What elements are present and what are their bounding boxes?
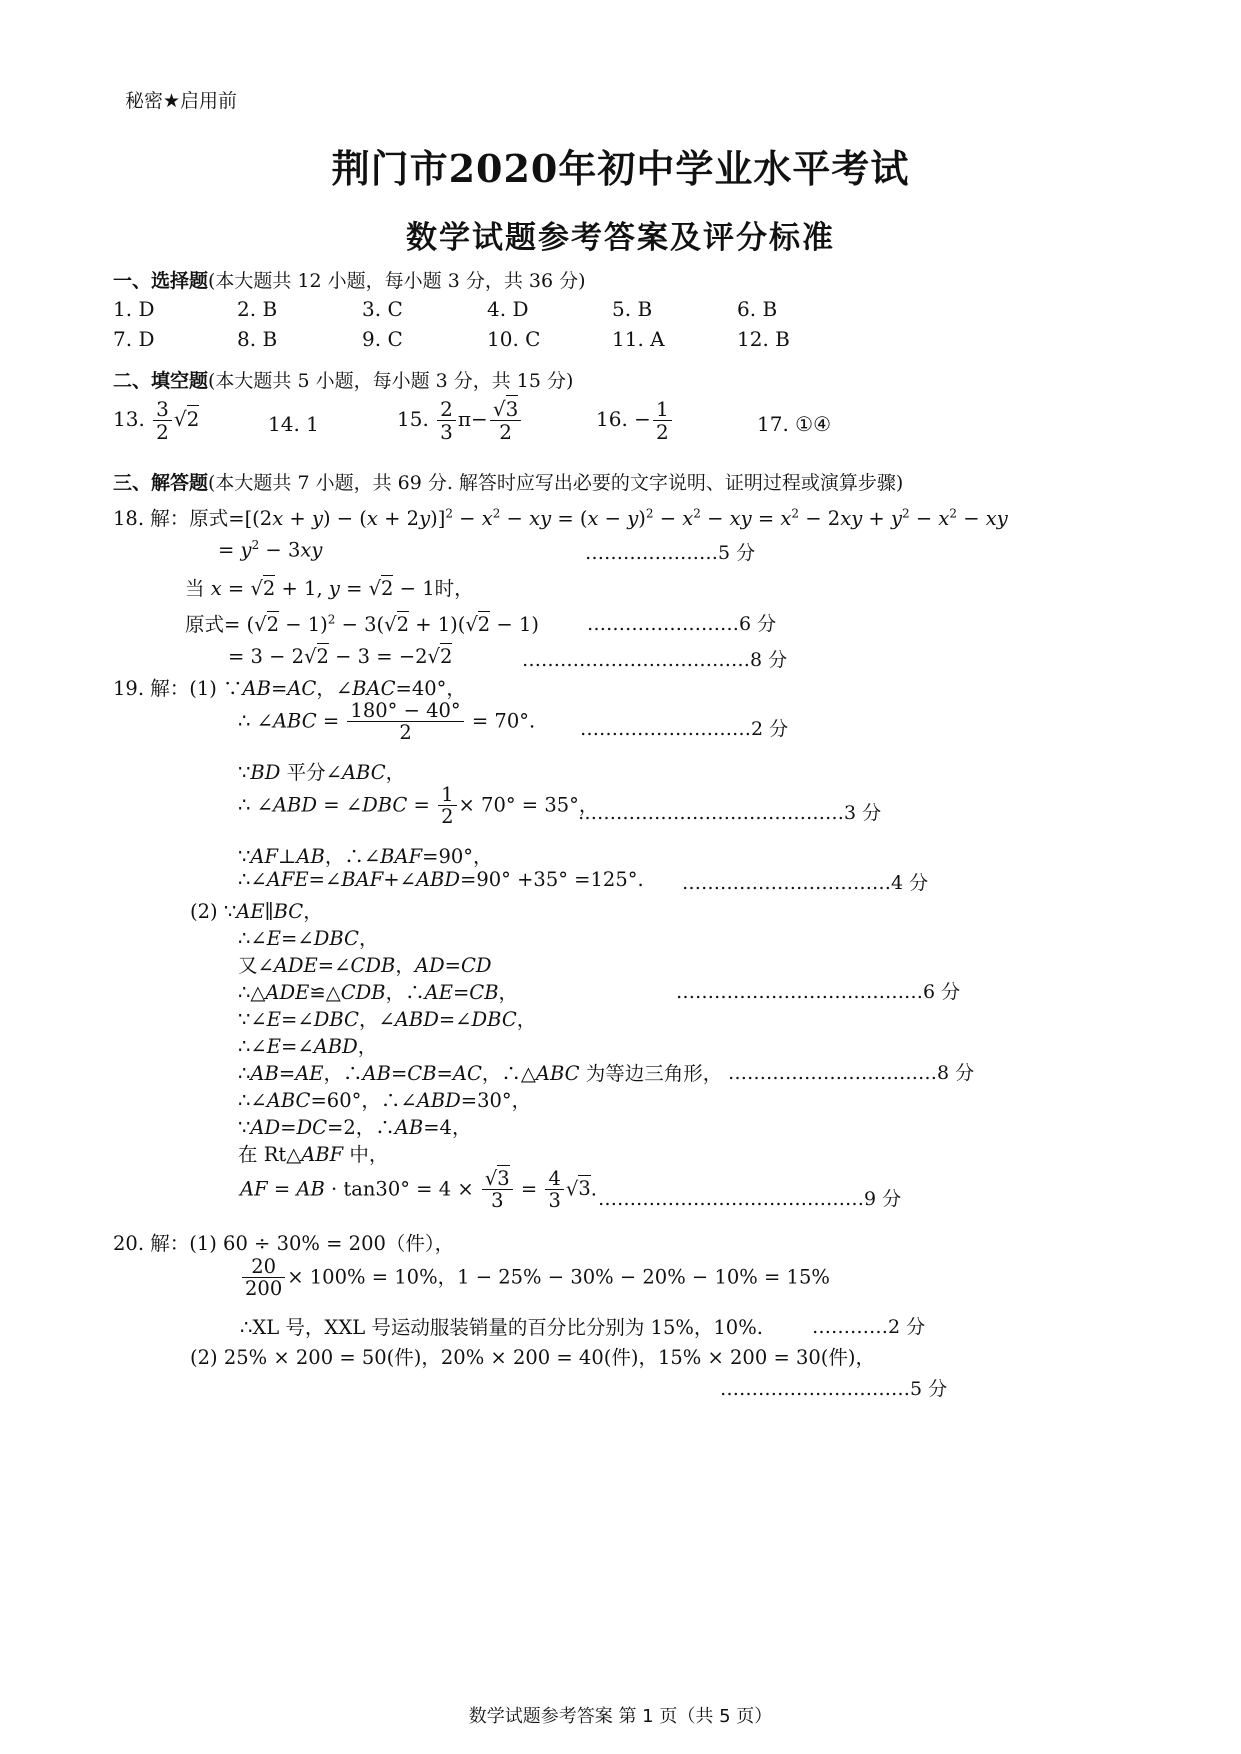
q19-line4: ∴ ∠ABD = ∠DBC = $\frac{1}{2}$ × 70° = 35°， [238,783,599,829]
q18-score-6: ……………………6 分 [587,613,777,635]
answer-title: 数学试题参考答案及评分标准 [406,220,835,256]
q18-line4: 原式= $(√2 - 1)^2 - 3(√2 + 1)(√2 - 1)$ [185,612,539,636]
q19-line6: ∴∠AFE=∠BAF+∠ABD=90° +35° =125°. [238,868,644,891]
section3-title: 三、解答题 [113,472,209,494]
section2-title: 二、填空题 [113,370,209,392]
page-footer: 数学试题参考答案 第 1 页（共 5 页） [468,1706,773,1727]
mc-answer-9: 9. C [362,327,403,351]
q18-score-5: …………………5 分 [585,542,756,564]
section1-title: 一、选择题 [113,270,209,292]
mc-answer-8: 8. B [237,327,278,351]
q19-part2-line5: ∵∠E=∠DBC，∠ABD=∠DBC， [238,1008,537,1031]
q19-line1: 19. 解：(1) ∵AB=AC，∠BAC=40°， [113,677,466,700]
section1-heading [113,266,586,293]
mc-answer-10: 10. C [487,327,541,351]
q19-line5: ∵AF⊥AB，∴∠BAF=90°， [238,845,493,868]
q19-part2-line2: ∴∠E=∠DBC， [238,927,379,950]
q19-part2-line11: AF = AB · tan30° = 4 × $\frac{√3}{3}$ = $\frac{4}{3}$ √3. [240,1167,597,1213]
fill-answer-17: 17. ①④ [757,412,832,436]
q20-part2-line1: (2) 25% × 200 = 50(件)，20% × 200 = 40(件)，15% × 200 = 30(件)， [190,1346,876,1369]
q19-part2-line1: (2) ∵AE∥BC， [190,900,323,923]
q19-part2-line4: ∴△ADE≌△CDB，∴AE=CB， [238,981,519,1004]
q19-score-6: …………………………………6 分 [676,981,961,1003]
q19-part2-line6: ∴∠E=∠ABD， [238,1035,378,1058]
q19-line2: ∴ ∠ABC = $\frac{180^\circ - 40^\circ}{2}$ = 70°. [238,699,536,745]
q19-score-2: ………………………2 分 [580,718,789,740]
q18-score-8: ………………………………8 分 [522,649,788,671]
q19-score-3: ……………………………………3 分 [578,802,882,824]
q18-line5: = 3 − 2√2 − 3 = −2√2 [228,645,453,668]
q19-part2-line7: ∴AB=AE，∴AB=CB=AC，∴△ABC 为等边三角形， [238,1062,723,1085]
q20-line3: ∴XL 号，XXL 号运动服装销量的百分比分别为 15%，10%. [240,1316,763,1339]
q19-line3: ∵BD 平分∠ABC， [238,761,406,784]
section3-heading [113,468,903,495]
mc-answer-3: 3. C [362,297,403,321]
section1-desc: (本大题共 12 小题，每小题 3 分，共 36 分) [208,270,586,292]
q19-score-4: ……………………………4 分 [682,872,929,894]
mc-answer-11: 11. A [612,327,665,351]
q18-line2: = $y^2 - 3xy$ [218,538,323,562]
confidential-label: 秘密★启用前 [125,90,238,112]
q20-line1: 20. 解：(1) 60 ÷ 30% = 200（件）， [113,1232,455,1255]
q19-part2-line8: ∴∠ABC=60°，∴∠ABD=30°， [238,1089,532,1112]
fill-answer-16: 16. − $\frac{1}{2}$ [596,398,674,443]
mc-answer-5: 5. B [612,297,653,321]
q20-score-2: …………2 分 [812,1316,926,1338]
mc-answer-6: 6. B [737,297,778,321]
section2-desc: (本大题共 5 小题，每小题 3 分，共 15 分) [208,370,574,392]
mc-answer-12: 12. B [737,327,790,351]
q18-line1: 18. 解：原式$=[(2x + y) - (x + 2y)]^2 - x^2$ − xy = $(x - y)^2 - x^2$ − xy = $x^2 - 2xy + y^2 - x^2$ − xy [113,506,1008,530]
section3-desc: (本大题共 7 小题，共 69 分. 解答时应写出必要的文字说明、证明过程或演算步骤) [208,472,904,494]
mc-answer-2: 2. B [237,297,278,321]
q19-part2-line10: 在 Rt△ABF 中， [238,1143,389,1166]
q19-part2-line9: ∵AD=DC=2，∴AB=4， [238,1116,472,1139]
section2-heading [113,366,573,393]
fill-answer-15: 15. $\frac{2}{3}$ π− $\frac{√3}{2}$ [397,398,523,443]
q19-score-8: ……………………………8 分 [728,1062,975,1084]
q18-line3: 当 x = √2 + 1, y = √2 − 1时， [185,577,474,600]
q20-line2: $\frac{20}{200}$ × 100% = 10%，1 − 25% − 30% − 20% − 10% = 15% [240,1256,830,1300]
fill-answer-13: 13. $\frac{3}{2}$ √2 [113,397,200,444]
mc-answer-4: 4. D [487,297,529,321]
fill-answer-14: 14. 1 [268,412,319,436]
mc-answer-7: 7. D [113,327,155,351]
mc-answer-1: 1. D [113,297,155,321]
q19-part2-line3: 又∠ADE=∠CDB，AD=CD [238,954,492,977]
q20-score-5: …………………………5 分 [720,1378,948,1400]
q19-score-9: ……………………………………9 分 [598,1188,902,1210]
exam-title: 荆门市2020年初中学业水平考试 [331,146,910,191]
